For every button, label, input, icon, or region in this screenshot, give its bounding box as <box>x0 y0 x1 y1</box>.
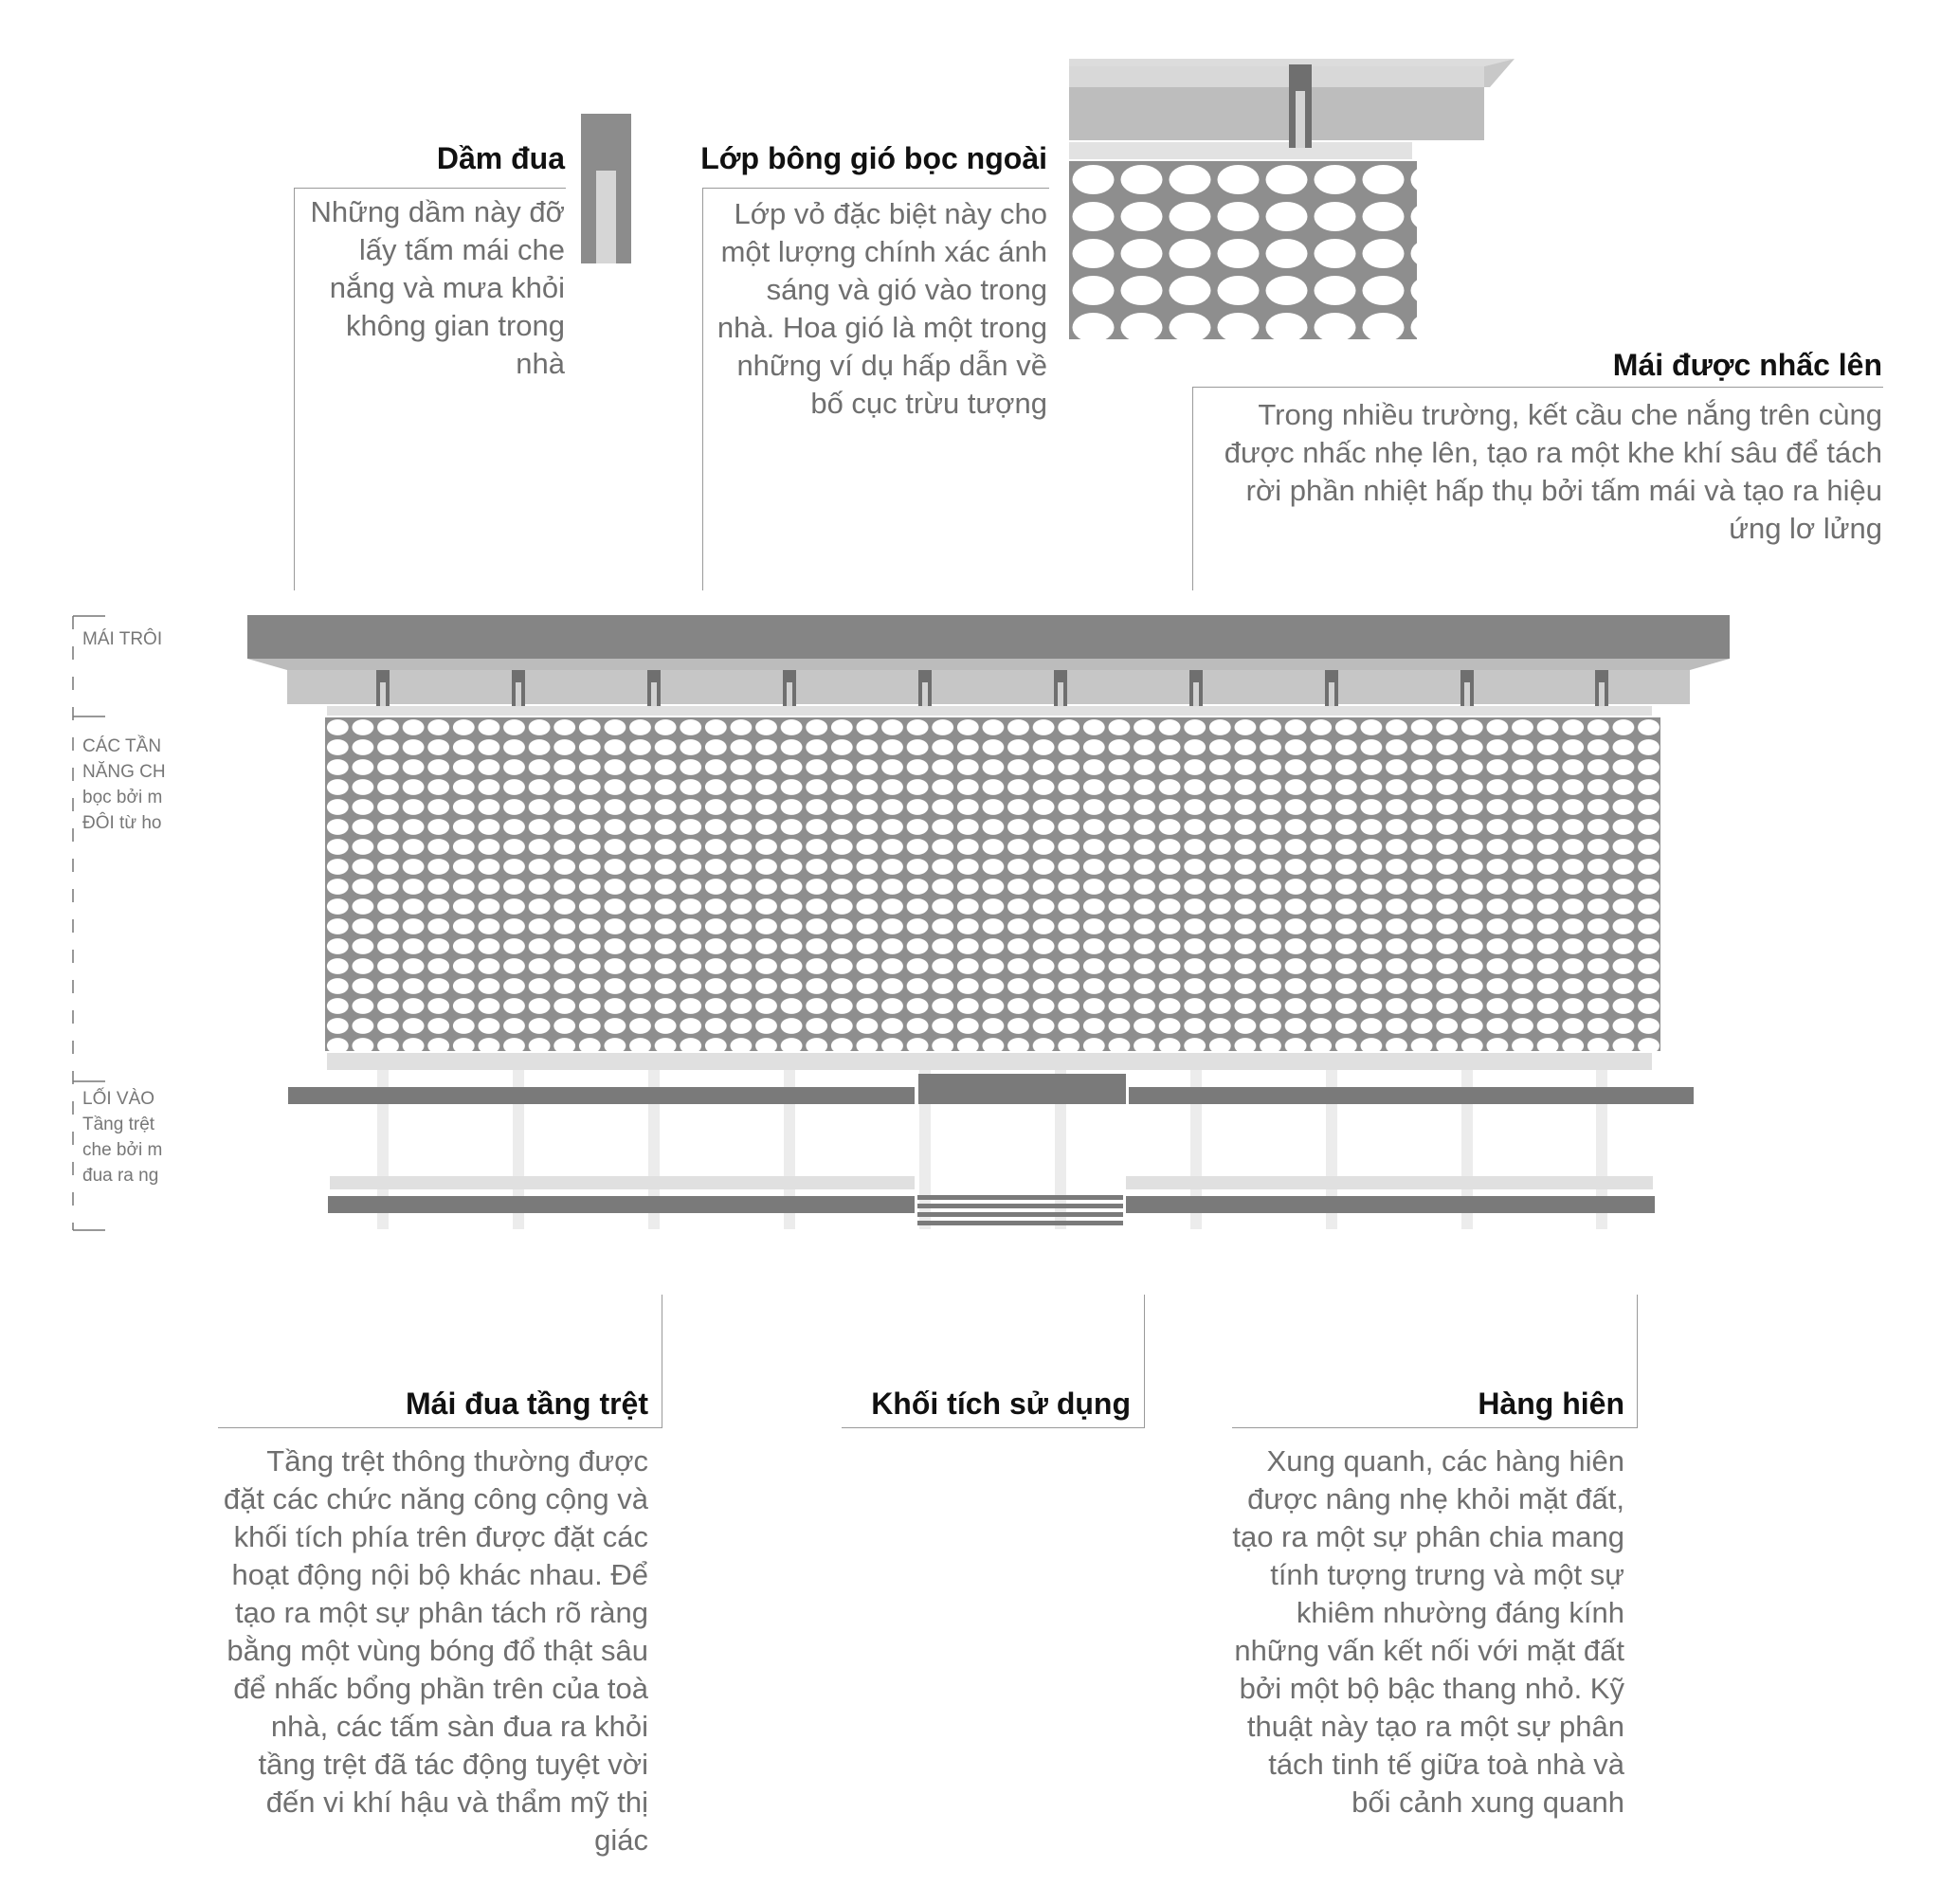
leader-hang-hien-v <box>1637 1295 1638 1427</box>
roof-bracket-slot <box>380 682 386 708</box>
roof-bracket-slot <box>516 682 521 708</box>
side-label-roof: MÁI TRÔI <box>82 629 163 649</box>
roof-bracket-slot <box>787 682 792 708</box>
roof-bracket-slot <box>1464 682 1470 708</box>
roof-detail <box>1069 59 1515 159</box>
entry-steps <box>917 1195 1123 1225</box>
mai-dua-text: Tầng trệt thông thường được đặt các chức năng công cộng và khối tích phía trên được đặt các hoạt động nội bộ khác nhau. Để tạo ra một sự phân tách rõ ràng bằng một vùng bóng đổ thật sâu để nhấc bổng phần trên của toà nhà, các tấm sàn đua ra khỏi tầng trệt đã tác động tuyệt vời đến vi khí hậu và thẩm mỹ thị giác <box>223 1444 648 1857</box>
lop-bong-gio-title: Lớp bông gió bọc ngoài <box>700 141 1047 175</box>
annotation-dam-dua <box>303 140 565 383</box>
mai-dua-title: Mái đua tầng trệt <box>405 1387 648 1421</box>
leader-bong-gio <box>702 188 1049 189</box>
ground-canopy <box>288 1074 1694 1104</box>
leader-khoi-tich <box>842 1427 1145 1428</box>
khoi-tich-title: Khối tích sử dụng <box>871 1387 1131 1421</box>
annotation-khoi-tich <box>842 1386 1131 1422</box>
roof-bracket-slot <box>922 682 928 708</box>
side-label-floors: CÁC TẦN NĂNG CH bọc bởi m ĐÔI từ ho <box>82 736 166 833</box>
mai-nhac-len-title: Mái được nhấc lên <box>1612 348 1882 382</box>
mai-nhac-len-text: Trong nhiều trường, kết cầu che nắng trên cùng được nhấc nhẹ lên, tạo ra một khe khí sâu để tách rời phần nhiệt hấp thụ bởi tấm mái và tạo ra hiệu ứng lơ lửng <box>1224 398 1882 545</box>
annotation-lop-bong-gio <box>682 140 1047 176</box>
annotation-lop-bong-gio-body <box>716 195 1047 423</box>
annotation-mai-dua-tang-tret <box>218 1386 648 1859</box>
leader-mai-nhac-v <box>1192 387 1193 590</box>
roof-bracket-slot <box>1329 682 1334 708</box>
dam-dua-title: Dầm đua <box>436 141 565 175</box>
side-label-entry: LỐI VÀO Tầng trệt che bởi m đua ra ng <box>82 1089 163 1186</box>
annotation-hang-hien <box>1232 1386 1624 1822</box>
dam-dua-text: Những dầm này đỡ lấy tấm mái che nắng và mưa khỏi không gian trong nhà <box>310 195 565 380</box>
upper-slab-bottom <box>327 1053 1652 1070</box>
roof-bracket-slot <box>1599 682 1605 708</box>
breeze-block-detail <box>1069 161 1417 339</box>
upper-slab-top <box>327 706 1652 716</box>
roof-bracket-slot <box>651 682 657 708</box>
hang-hien-text: Xung quanh, các hàng hiên được nâng nhẹ khỏi mặt đất, tạo ra một sự phân chia mang tính tượng trưng và một sự khiêm nhường đáng kính những vấn kết nối với mặt đất bởi một bộ bậc thang nhỏ. Kỹ thuật này tạo ra một sự phân tách tinh tế giữa toà nhà và bối cảnh xung quanh <box>1232 1444 1624 1819</box>
beam-detail <box>581 114 631 263</box>
annotation-mai-nhac-len <box>1202 347 1882 548</box>
lop-bong-gio-text: Lớp vỏ đặc biệt này cho một lượng chính xác ánh sáng và gió vào trong nhà. Hoa gió là một trong những ví dụ hấp dẫn về bố cục trừu tượng <box>717 197 1047 420</box>
leader-khoi-tich-v <box>1144 1295 1145 1427</box>
roof-bracket-slot <box>1193 682 1199 708</box>
floating-roof <box>247 615 1730 704</box>
leader-bong-gio-v <box>702 188 703 590</box>
hang-hien-title: Hàng hiên <box>1478 1387 1624 1421</box>
roof-bracket-slot <box>1058 682 1063 708</box>
leader-dam-dua-v <box>294 188 295 590</box>
breeze-block-facade <box>325 717 1660 1051</box>
